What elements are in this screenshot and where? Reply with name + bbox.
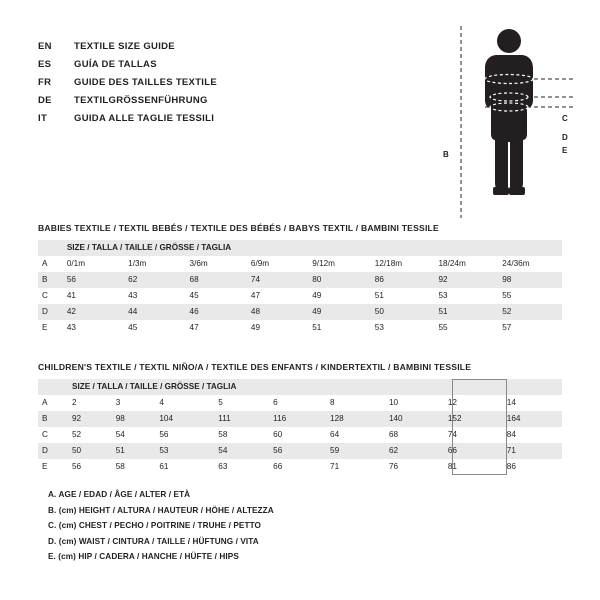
cell: 41 xyxy=(63,288,124,304)
language-title: GUÍA DE TALLAS xyxy=(74,59,157,70)
cell: 54 xyxy=(214,443,269,459)
cell: 92 xyxy=(435,272,499,288)
table-row xyxy=(38,411,562,427)
cell: 50 xyxy=(68,443,112,459)
cell: 45 xyxy=(124,320,185,336)
cell: 4 xyxy=(155,395,214,411)
cell: 62 xyxy=(124,272,185,288)
language-code: IT xyxy=(38,113,48,124)
cell: 6 xyxy=(269,395,326,411)
cell-highlighted: 74 xyxy=(444,427,503,443)
cell-highlighted: 12 xyxy=(444,395,503,411)
cell: 76 xyxy=(385,459,444,475)
cell: 5 xyxy=(214,395,269,411)
table-row xyxy=(38,395,562,411)
cell: 86 xyxy=(503,459,562,475)
cell: 84 xyxy=(503,427,562,443)
babies-section-title: BABIES TEXTILE / TEXTIL BEBÉS / TEXTILE DES BÉBÉS / BABYS TEXTIL / BAMBINI TESSILE xyxy=(38,223,439,233)
cell: 47 xyxy=(186,320,247,336)
cell: 53 xyxy=(435,288,499,304)
language-list xyxy=(38,38,298,128)
legend-item-a: A. AGE / EDAD / ÂGE / ALTER / ETÀ xyxy=(48,490,191,499)
cell: 71 xyxy=(503,443,562,459)
cell: 104 xyxy=(155,411,214,427)
cell: 60 xyxy=(269,427,326,443)
language-title: GUIDE DES TAILLES TEXTILE xyxy=(74,77,217,88)
cell: 52 xyxy=(498,304,562,320)
cell: 116 xyxy=(269,411,326,427)
cell: 53 xyxy=(155,443,214,459)
cell: 59 xyxy=(326,443,385,459)
cell: 8 xyxy=(326,395,385,411)
figure-label-b: B xyxy=(443,150,449,159)
cell: 53 xyxy=(371,320,435,336)
cell: 51 xyxy=(308,320,371,336)
figure-label-d: D xyxy=(562,133,568,142)
language-title: GUIDA ALLE TAGLIE TESSILI xyxy=(74,113,215,124)
cell: 51 xyxy=(435,304,499,320)
language-code: DE xyxy=(38,95,52,106)
babies-table-wrapper xyxy=(38,240,562,336)
cell: 9/12m xyxy=(308,256,371,272)
cell: 71 xyxy=(326,459,385,475)
body-figure xyxy=(435,22,585,217)
cell: 49 xyxy=(247,320,308,336)
cell: 45 xyxy=(186,288,247,304)
row-label: C xyxy=(38,288,63,304)
cell: 52 xyxy=(68,427,112,443)
cell: 43 xyxy=(124,288,185,304)
legend-item-c: C. (cm) CHEST / PECHO / POITRINE / TRUHE / PETTO xyxy=(48,521,261,531)
cell: 58 xyxy=(214,427,269,443)
babies-size-table xyxy=(38,240,562,336)
row-label: B xyxy=(38,411,68,427)
cell: 18/24m xyxy=(435,256,499,272)
legend-list xyxy=(48,487,274,565)
cell: 128 xyxy=(326,411,385,427)
figure-label-e: E xyxy=(562,146,568,155)
row-label: D xyxy=(38,304,63,320)
cell-highlighted: 81 xyxy=(444,459,503,475)
legend-item-b: B. (cm) HEIGHT / ALTURA / HAUTEUR / HÖHE / ALTEZZA xyxy=(48,505,274,515)
cell: 12/18m xyxy=(371,256,435,272)
cell: 42 xyxy=(63,304,124,320)
row-label: B xyxy=(38,272,63,288)
cell: 3/6m xyxy=(186,256,247,272)
table-row xyxy=(38,304,562,320)
table-row xyxy=(38,443,562,459)
cell: 66 xyxy=(269,459,326,475)
cell-highlighted: 66 xyxy=(444,443,503,459)
children-size-table xyxy=(38,379,562,475)
cell: 111 xyxy=(214,411,269,427)
cell: 46 xyxy=(186,304,247,320)
cell: 140 xyxy=(385,411,444,427)
cell: 54 xyxy=(112,427,156,443)
cell: 48 xyxy=(247,304,308,320)
language-code: FR xyxy=(38,77,52,88)
table-row xyxy=(38,288,562,304)
row-label: D xyxy=(38,443,68,459)
legend-item-e: E. (cm) HIP / CADERA / HANCHE / HÜFTE / HIPS xyxy=(48,552,239,562)
cell: 49 xyxy=(308,304,371,320)
cell: 64 xyxy=(326,427,385,443)
language-title: TEXTILE SIZE GUIDE xyxy=(74,41,175,52)
table-row xyxy=(38,272,562,288)
language-title: TEXTILGRÖSSENFÜHRUNG xyxy=(74,95,208,106)
cell: 3 xyxy=(112,395,156,411)
cell: 10 xyxy=(385,395,444,411)
cell: 98 xyxy=(498,272,562,288)
table-row xyxy=(38,459,562,475)
cell: 68 xyxy=(186,272,247,288)
children-section-title: CHILDREN'S TEXTILE / TEXTIL NIÑO/A / TEXTILE DES ENFANTS / KINDERTEXTIL / BAMBINI TESSILE xyxy=(38,362,472,372)
cell: 55 xyxy=(435,320,499,336)
language-code: EN xyxy=(38,41,52,52)
cell: 86 xyxy=(371,272,435,288)
cell: 63 xyxy=(214,459,269,475)
cell-highlighted: 152 xyxy=(444,411,503,427)
table-row xyxy=(38,256,562,272)
children-table-wrapper xyxy=(38,379,562,475)
cell: 44 xyxy=(124,304,185,320)
language-row xyxy=(38,92,298,110)
cell: 56 xyxy=(68,459,112,475)
cell: 164 xyxy=(503,411,562,427)
language-row xyxy=(38,38,298,56)
cell: 80 xyxy=(308,272,371,288)
table-corner-cell xyxy=(38,379,68,395)
cell: 57 xyxy=(498,320,562,336)
cell: 68 xyxy=(385,427,444,443)
cell: 43 xyxy=(63,320,124,336)
cell: 51 xyxy=(371,288,435,304)
cell: 14 xyxy=(503,395,562,411)
cell: 56 xyxy=(63,272,124,288)
cell: 51 xyxy=(112,443,156,459)
cell: 0/1m xyxy=(63,256,124,272)
cell: 58 xyxy=(112,459,156,475)
cell: 6/9m xyxy=(247,256,308,272)
cell: 56 xyxy=(155,427,214,443)
language-row xyxy=(38,74,298,92)
size-header-cell: SIZE / TALLA / TAILLE / GRÖSSE / TAGLIA xyxy=(63,240,562,256)
cell: 98 xyxy=(112,411,156,427)
cell: 56 xyxy=(269,443,326,459)
row-label: E xyxy=(38,459,68,475)
table-row xyxy=(38,427,562,443)
cell: 24/36m xyxy=(498,256,562,272)
row-label: C xyxy=(38,427,68,443)
cell: 2 xyxy=(68,395,112,411)
language-code: ES xyxy=(38,59,52,70)
cell: 92 xyxy=(68,411,112,427)
language-row xyxy=(38,110,298,128)
row-label: A xyxy=(38,256,63,272)
table-row xyxy=(38,320,562,336)
language-row xyxy=(38,56,298,74)
legend-item-d: D. (cm) WAIST / CINTURA / TAILLE / HÜFTUNG / VITA xyxy=(48,536,259,546)
cell: 61 xyxy=(155,459,214,475)
cell: 74 xyxy=(247,272,308,288)
cell: 1/3m xyxy=(124,256,185,272)
cell: 50 xyxy=(371,304,435,320)
cell: 49 xyxy=(308,288,371,304)
table-header-row xyxy=(38,240,562,256)
cell: 62 xyxy=(385,443,444,459)
row-label: E xyxy=(38,320,63,336)
table-corner-cell xyxy=(38,240,63,256)
figure-label-c: C xyxy=(562,114,568,123)
table-header-row xyxy=(38,379,562,395)
row-label: A xyxy=(38,395,68,411)
size-header-cell: SIZE / TALLA / TAILLE / GRÖSSE / TAGLIA xyxy=(68,379,562,395)
cell: 47 xyxy=(247,288,308,304)
cell: 55 xyxy=(498,288,562,304)
